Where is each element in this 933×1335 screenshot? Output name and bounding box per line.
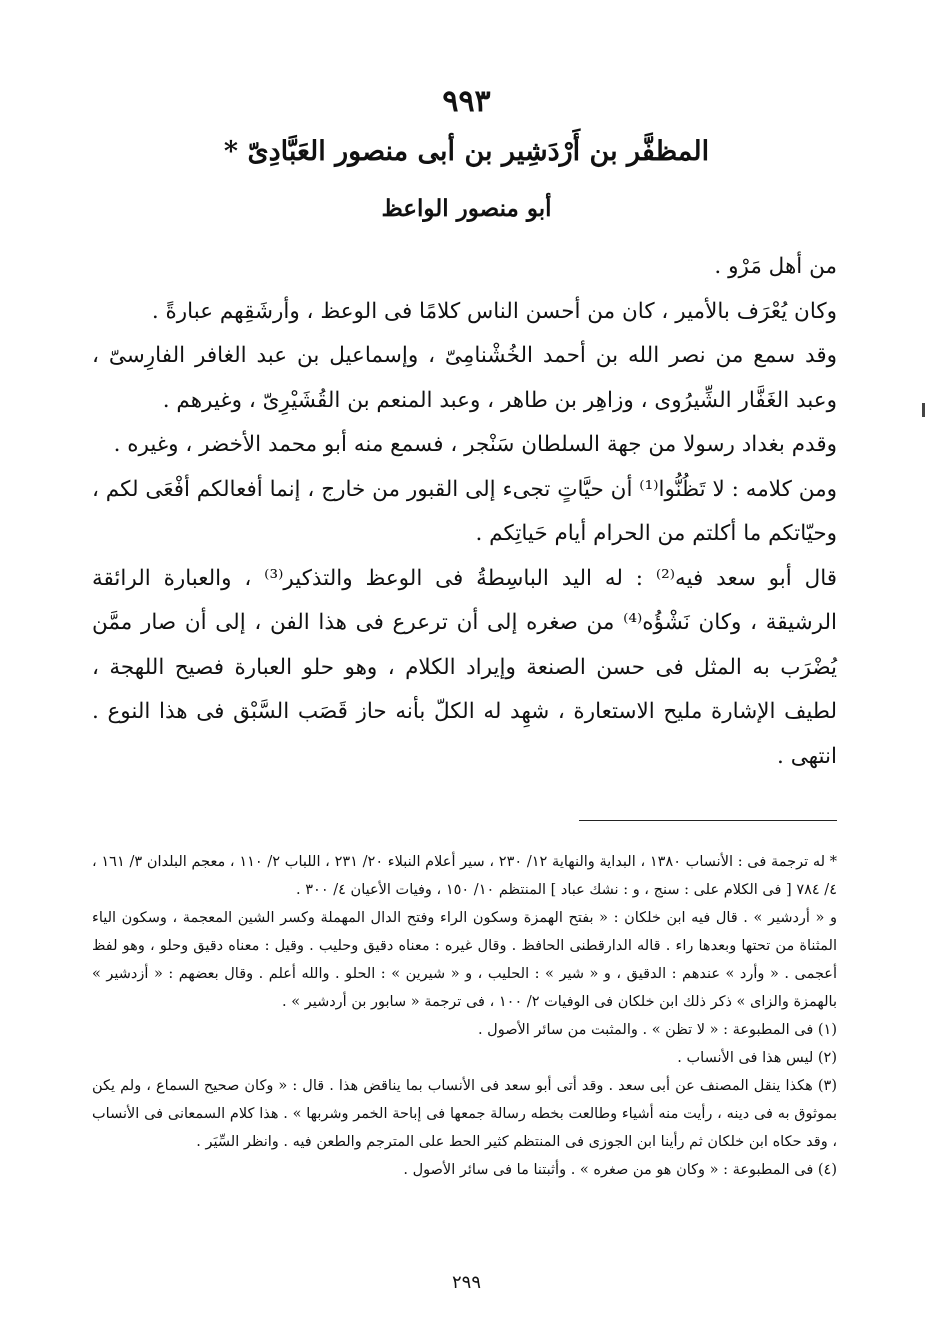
main-text <box>92 245 837 779</box>
entry-number: ٩٩٣ <box>442 84 491 119</box>
footnote-sources: * له ترجمة فى : الأنساب ١٣٨٠ ، البداية والنهاية ١٢/ ٢٣٠ ، سير أعلام النبلاء ٢٠/ ٢٣١ ، اللباب ٢/ ١١٠ ، معجم البلدان ٣/ ١٦١ ، ٤/ ٧٨٤ [ فى الكلام على : سنج ، و : نشك عباد ] المنتظم ١٠/ ١٥٠ ، وفيات الأعيان ٤/ ٣٠٠ . <box>92 854 838 898</box>
footnote-separator <box>579 820 837 821</box>
entry-title: المظفَّر بن أَرْدَشِير بن أبى منصور العَبَّادِىّ * <box>223 136 710 167</box>
paragraph-abu-saad: قال أبو سعد فيه⁽²⁾ : له اليد الباسِطةُ فى الوعظ والتذكير⁽³⁾ ، والعبارة الرائقة الرشيقة ، وكان نَشْؤُه⁽⁴⁾ من صغره إلى أن ترعرع فى هذا الفن ، إلى أن صار ممَّن يُضْرَب به المثل فى حسن الصنعة وإيراد الكلام ، وهو حلو العبارة فصيح اللهجة ، لطيف الإشارة مليح الاستعارة ، شهِد له الكلّ بأنه حاز قَصَب السَّبْق فى هذا النوع . انتهى . <box>92 565 838 769</box>
footnote-2: (٢) ليس هذا فى الأنساب . <box>677 1050 837 1066</box>
paragraph-known-as: وكان يُعْرَف بالأمير ، كان من أحسن الناس كلامًا فى الوعظ ، وأرشَقِهم عبارةً . <box>151 298 837 324</box>
footnotes <box>92 848 837 1184</box>
scan-edge-mark <box>922 403 925 417</box>
footnote-1: (١) فى المطبوعة : « لا تظن » . والمثبت من سائر الأصول . <box>477 1022 837 1038</box>
footnote-ardashir: و « أردشير » . قال فيه ابن خلكان : « بفتح الهمزة وسكون الراء وفتح الدال المهملة وكسر الشين المعجمة ، وسكون الياء المثناة من تحتها وبعدها راء . قاله الدارقطنى الحافظ . وقال غيره : معناه دقيق وحليب . وقيل : معناه دقيق وحلو ، وهو لفظ أعجمى . « وأرد » عندهم : الدقيق ، و « شير » : الحليب ، و « شيرين » : الحلو . والله أعلم . وقال بعضهم : « أزدشير » بالهمزة والزاى » ذكر ذلك ابن خلكان فى الوفيات ٢/ ١٠٠ ، فى ترجمة « سابور بن أردشير » . <box>92 910 837 1010</box>
paragraph-teachers: وقد سمع من نصر الله بن أحمد الخُشْنامِىّ ، وإسماعيل بن عبد الغافر الفارِسىّ ، وعبد الغَفَّار الشِّيرُوى ، وزاهِر بن طاهر ، وعبد المنعم بن القُشَيْرِىّ ، وغيرهم . <box>92 343 837 413</box>
page-number: ٢٩٩ <box>451 1272 481 1293</box>
footnote-4: (٤) فى المطبوعة : « وكان هو من صغره » . وأثبتنا ما فى سائر الأصول . <box>403 1162 837 1178</box>
paragraph-sayings: ومن كلامه : لا تَظُنُّوا⁽¹⁾ أن حيَّاتٍ تجىء إلى القبور من خارج ، إنما أفعالكم أفْعَى لكم ، وحيّاتكم ما أكلتم من الحرام أيام حَياتِكم . <box>92 476 837 546</box>
entry-subtitle: أبو منصور الواعظ <box>381 195 552 222</box>
paragraph-baghdad: وقدم بغداد رسولا من جهة السلطان سَنْجر ، فسمع منه أبو محمد الأخضر ، وغيره . <box>113 432 837 457</box>
paragraph-origin: من أهل مَرْو . <box>714 254 837 279</box>
footnote-3: (٣) هكذا ينقل المصنف عن أبى سعد . وقد أتى أبو سعد فى الأنساب بما يناقض هذا . قال : « وكان صحيح السماع ، ولم يكن بموثوق به فى دينه ، رأيت منه أشياء وطالعت بخطه رسالة جمعها فى إباحة الخمر وشربها » . هذا كلام السمعانى فى الأنساب ، وقد حكاه ابن خلكان ثم رأينا ابن الجوزى فى المنتظم كثير الحط على المترجم والطعن فيه . وانظر السِّيَر . <box>92 1078 837 1150</box>
